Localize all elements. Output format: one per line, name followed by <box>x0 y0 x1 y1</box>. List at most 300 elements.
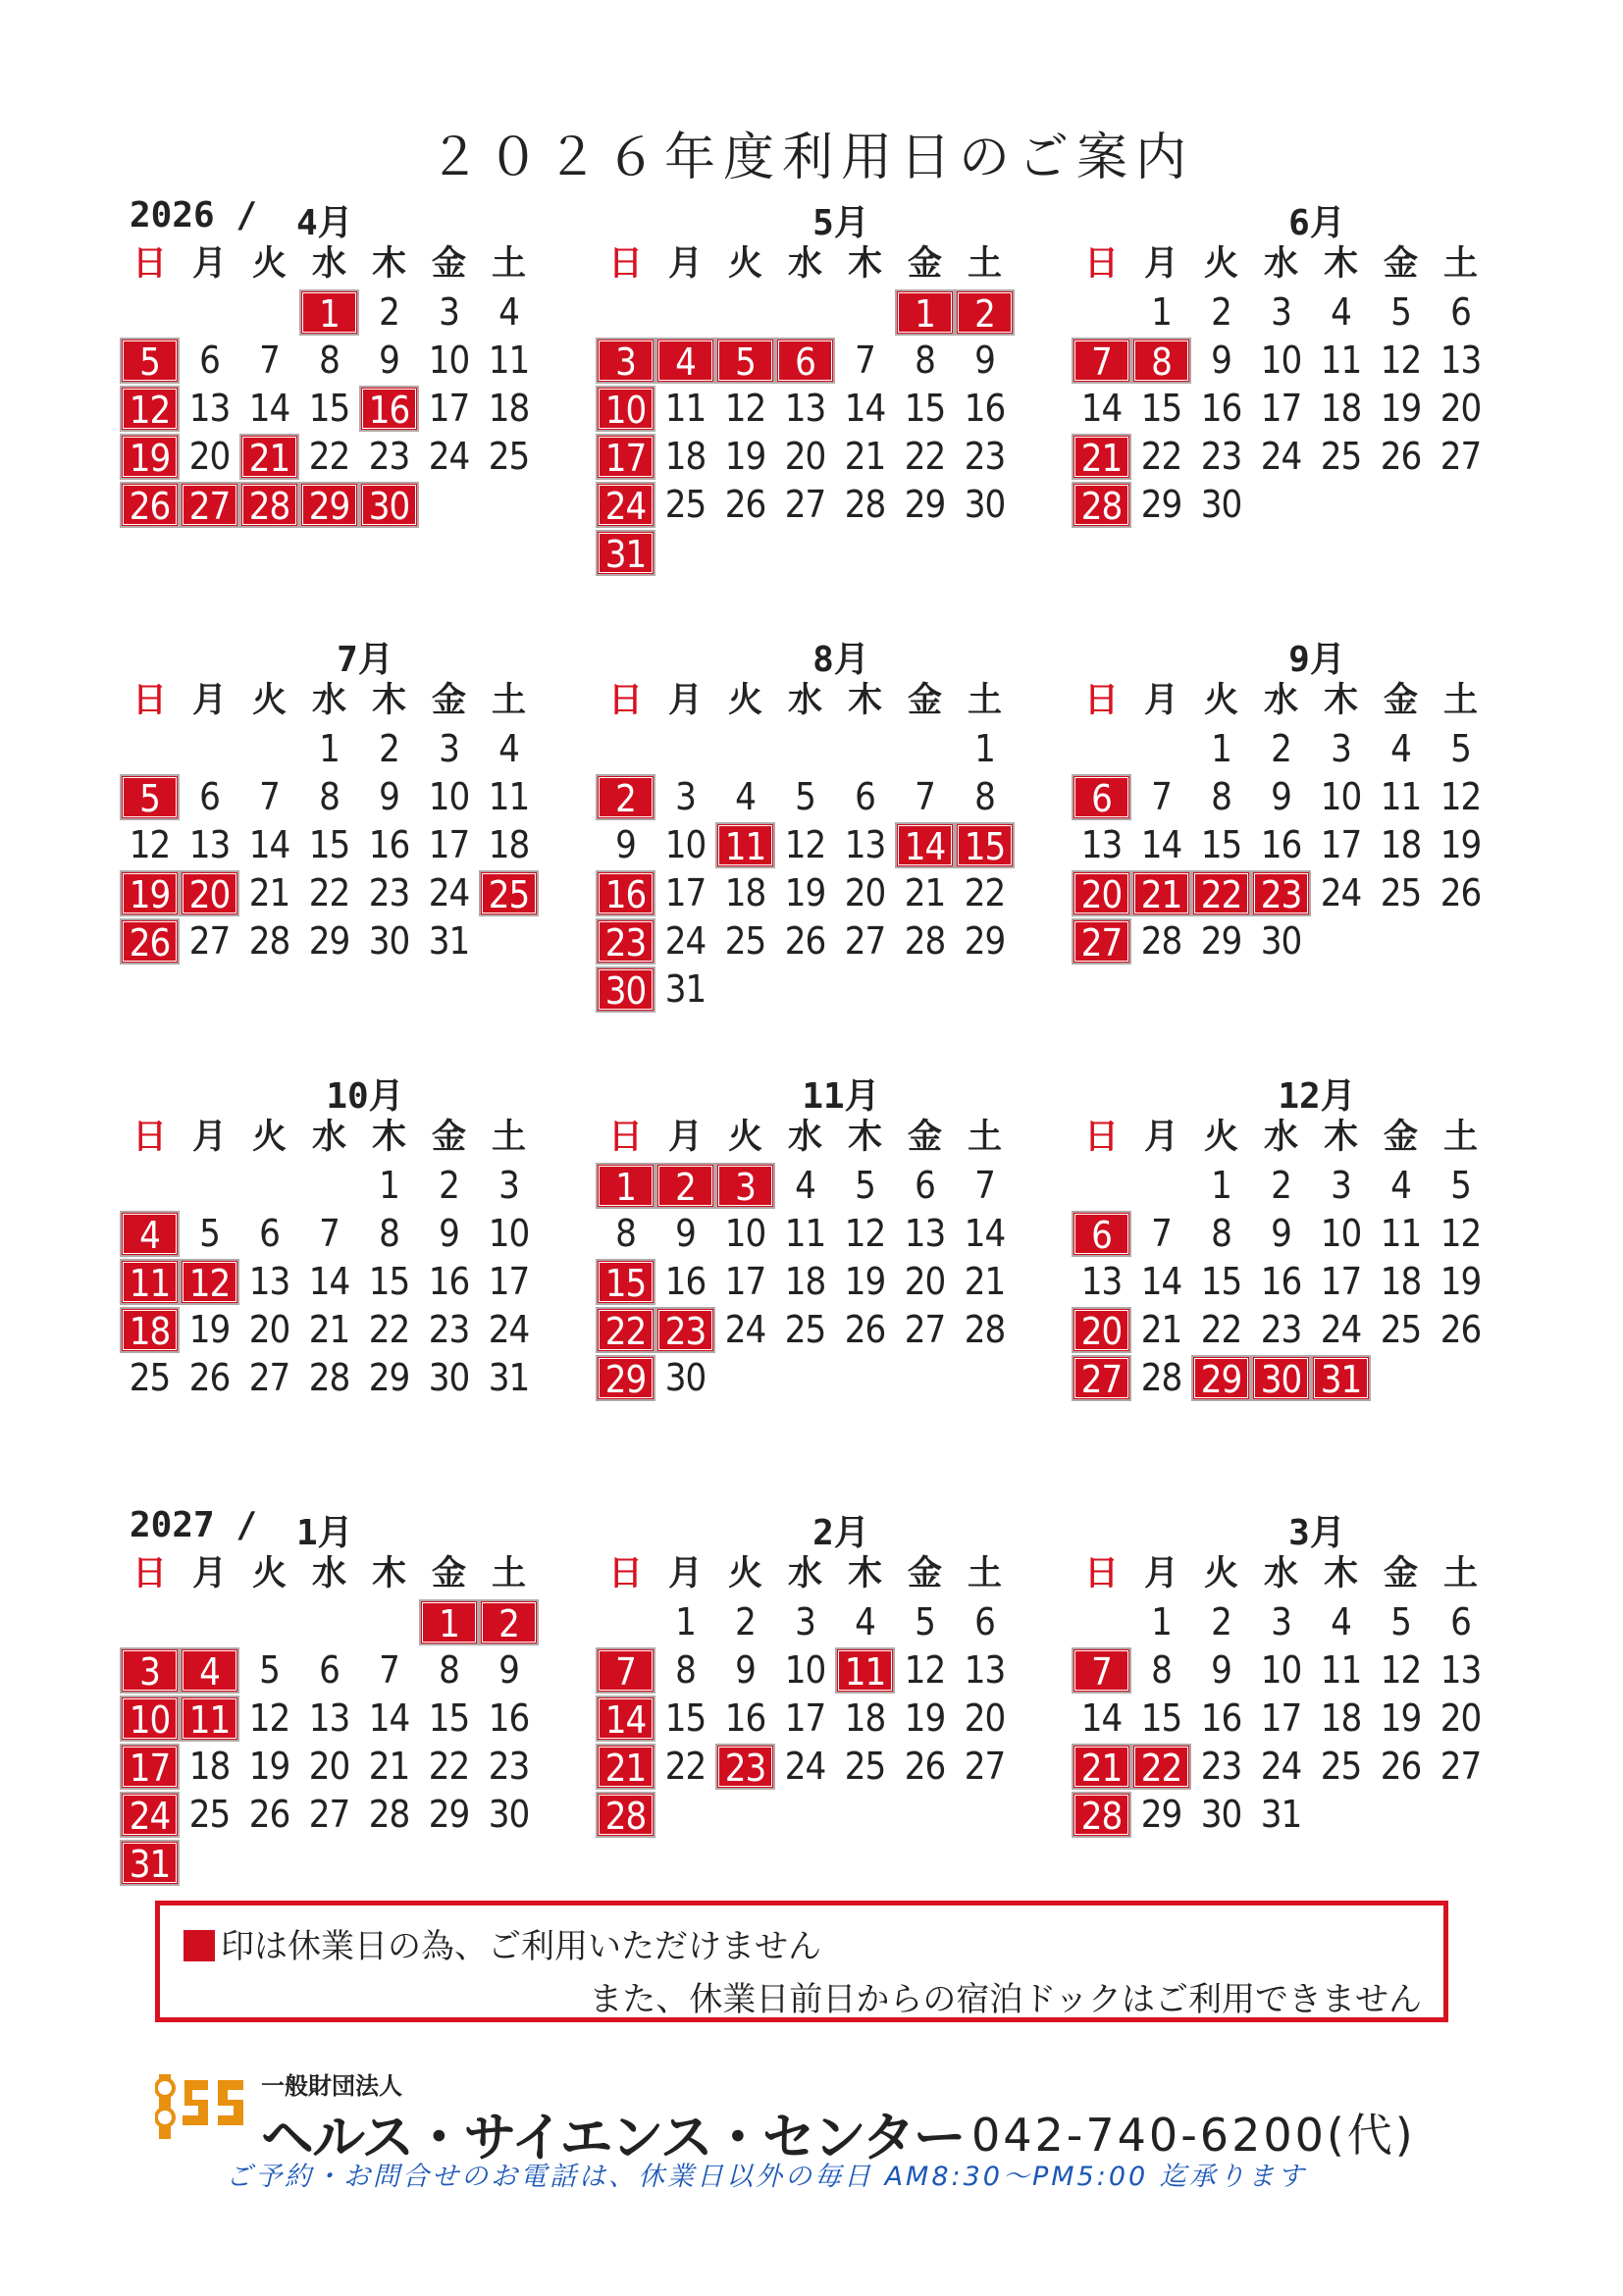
day-cell: 5 <box>1450 727 1471 770</box>
weekday-header: 土 <box>1442 1118 1478 1157</box>
day-cell: 23 <box>428 1308 470 1351</box>
day-cell: 22 <box>1200 1308 1242 1351</box>
closed-day: 23 <box>715 1744 775 1790</box>
day-cell: 11 <box>1320 339 1362 382</box>
day-cell: 16 <box>1200 1696 1242 1740</box>
closed-day: 29 <box>299 482 359 528</box>
weekday-header: 土 <box>967 1554 1002 1593</box>
closed-day: 11 <box>120 1259 180 1305</box>
day-cell: 23 <box>368 435 410 478</box>
day-cell: 8 <box>974 775 995 818</box>
day-cell: 28 <box>844 483 886 526</box>
day-cell: 10 <box>1260 1648 1302 1692</box>
day-cell: 3 <box>1331 727 1351 770</box>
empty-cell <box>239 288 299 337</box>
day-cell: 28 <box>248 919 290 963</box>
day-cell: 14 <box>248 823 290 866</box>
day-cell: 4 <box>795 1164 815 1207</box>
weekday-header: 日 <box>1083 1118 1119 1157</box>
day-cell: 16 <box>1260 823 1302 866</box>
day-cell: 29 <box>308 919 350 963</box>
weekday-header: 木 <box>1323 1118 1358 1157</box>
day-cell: 7 <box>1151 775 1172 818</box>
day-cell: 7 <box>1151 1212 1172 1255</box>
closed-day: 3 <box>596 338 655 384</box>
closed-day: 10 <box>120 1696 180 1742</box>
empty-cell <box>1072 1162 1131 1210</box>
empty-cell <box>835 288 895 337</box>
day-cell: 15 <box>664 1696 707 1740</box>
day-cell: 9 <box>675 1212 696 1255</box>
empty-cell <box>715 288 775 337</box>
day-cell: 12 <box>1440 775 1482 818</box>
day-cell: 8 <box>319 775 340 818</box>
month-header <box>596 1501 1018 1553</box>
day-cell: 4 <box>735 775 756 818</box>
day-cell: 3 <box>439 727 459 770</box>
day-cell: 17 <box>428 387 470 430</box>
closed-day: 4 <box>655 338 715 384</box>
day-cell: 7 <box>319 1212 340 1255</box>
day-cell: 10 <box>1260 339 1302 382</box>
closed-day: 7 <box>596 1647 655 1694</box>
weekday-header: 木 <box>371 1554 406 1593</box>
day-cell: 13 <box>844 823 886 866</box>
closed-day: 26 <box>120 482 180 528</box>
day-grid <box>120 1114 539 1402</box>
day-cell: 20 <box>308 1745 350 1788</box>
day-cell: 29 <box>1140 1793 1182 1836</box>
closed-day: 29 <box>1191 1355 1251 1401</box>
closed-day: 15 <box>955 822 1015 868</box>
day-cell: 26 <box>1380 1745 1422 1788</box>
day-cell: 5 <box>795 775 815 818</box>
month-header <box>1072 1501 1493 1553</box>
day-cell: 23 <box>368 871 410 914</box>
day-cell: 27 <box>904 1308 946 1351</box>
closed-day: 7 <box>1072 1647 1131 1694</box>
empty-cell <box>1072 1598 1131 1646</box>
day-cell: 1 <box>1211 727 1231 770</box>
day-cell: 7 <box>855 339 875 382</box>
day-cell: 28 <box>964 1308 1006 1351</box>
empty-cell <box>180 1598 239 1646</box>
day-cell: 25 <box>1320 435 1362 478</box>
closed-day: 6 <box>775 338 835 384</box>
day-cell: 25 <box>1380 871 1422 914</box>
day-cell: 15 <box>1200 1260 1242 1303</box>
weekday-header: 土 <box>491 1554 526 1593</box>
closed-day: 21 <box>596 1744 655 1790</box>
day-cell: 11 <box>1380 1212 1422 1255</box>
day-cell: 9 <box>379 775 399 818</box>
day-cell: 27 <box>1440 435 1482 478</box>
day-cell: 29 <box>428 1793 470 1836</box>
day-cell: 24 <box>1260 435 1302 478</box>
closed-day: 28 <box>596 1792 655 1838</box>
day-cell: 12 <box>1440 1212 1482 1255</box>
day-cell: 7 <box>974 1164 995 1207</box>
day-cell: 27 <box>248 1356 290 1399</box>
day-cell: 14 <box>844 387 886 430</box>
closed-day: 22 <box>596 1307 655 1353</box>
day-cell: 25 <box>1380 1308 1422 1351</box>
weekday-header: 水 <box>787 244 822 284</box>
empty-cell <box>655 288 715 337</box>
weekday-header: 木 <box>847 1554 882 1593</box>
day-cell: 8 <box>379 1212 399 1255</box>
month-calendar <box>596 628 1018 1040</box>
closed-day: 28 <box>1072 1792 1131 1838</box>
day-cell: 6 <box>915 1164 935 1207</box>
day-cell: 25 <box>724 919 766 963</box>
weekday-header: 水 <box>787 681 822 720</box>
day-cell: 26 <box>1440 1308 1482 1351</box>
day-cell: 16 <box>368 823 410 866</box>
empty-cell <box>835 725 895 773</box>
month-label: 10月 <box>326 1076 404 1117</box>
empty-cell <box>239 1598 299 1646</box>
day-cell: 21 <box>248 871 290 914</box>
day-cell: 9 <box>498 1648 519 1692</box>
day-cell: 18 <box>724 871 766 914</box>
day-cell: 13 <box>188 823 231 866</box>
day-cell: 24 <box>784 1745 826 1788</box>
day-cell: 1 <box>1151 290 1172 334</box>
month-label: 2月 <box>812 1513 869 1553</box>
weekday-header: 月 <box>667 244 703 284</box>
weekday-header: 日 <box>131 681 167 720</box>
day-cell: 9 <box>615 823 636 866</box>
day-cell: 15 <box>1140 387 1182 430</box>
day-cell: 18 <box>664 435 707 478</box>
closed-day: 22 <box>1131 1744 1191 1790</box>
day-cell: 11 <box>488 339 530 382</box>
weekday-header: 土 <box>1442 681 1478 720</box>
weekday-header: 土 <box>967 244 1002 284</box>
day-cell: 21 <box>904 871 946 914</box>
day-cell: 5 <box>915 1600 935 1644</box>
day-cell: 25 <box>129 1356 171 1399</box>
empty-cell <box>895 725 955 773</box>
weekday-header: 火 <box>727 244 762 284</box>
day-cell: 13 <box>1080 823 1123 866</box>
day-grid <box>596 1550 1015 1839</box>
day-cell: 26 <box>248 1793 290 1836</box>
day-cell: 31 <box>428 919 470 963</box>
day-cell: 6 <box>199 775 220 818</box>
day-cell: 9 <box>1271 775 1291 818</box>
legend-text-1: 印は休業日の為、ご利用いただけません <box>221 1927 821 1966</box>
weekday-header: 水 <box>1263 1118 1298 1157</box>
closed-day: 8 <box>1131 338 1191 384</box>
closed-day: 2 <box>596 774 655 820</box>
day-cell: 30 <box>1260 919 1302 963</box>
closed-day: 28 <box>239 482 299 528</box>
day-cell: 5 <box>1450 1164 1471 1207</box>
day-cell: 10 <box>1320 775 1362 818</box>
day-cell: 10 <box>1320 1212 1362 1255</box>
day-cell: 6 <box>319 1648 340 1692</box>
weekday-header: 火 <box>1203 681 1238 720</box>
month-header <box>120 191 542 243</box>
weekday-header: 月 <box>667 1554 703 1593</box>
empty-cell <box>359 1598 419 1646</box>
day-cell: 29 <box>964 919 1006 963</box>
closed-day: 6 <box>1072 1211 1131 1257</box>
closed-day: 16 <box>359 386 419 432</box>
day-cell: 12 <box>844 1212 886 1255</box>
empty-cell <box>596 725 655 773</box>
day-cell: 17 <box>1320 1260 1362 1303</box>
weekday-header: 金 <box>907 1118 942 1157</box>
closed-day: 11 <box>835 1647 895 1694</box>
day-cell: 23 <box>488 1745 530 1788</box>
day-cell: 26 <box>188 1356 231 1399</box>
year-label: 2026 / <box>130 195 258 235</box>
day-cell: 19 <box>724 435 766 478</box>
day-cell: 19 <box>1380 1696 1422 1740</box>
closed-day: 23 <box>655 1307 715 1353</box>
day-grid <box>120 240 539 529</box>
day-cell: 28 <box>308 1356 350 1399</box>
day-cell: 9 <box>1211 1648 1231 1692</box>
day-cell: 1 <box>675 1600 696 1644</box>
empty-cell <box>655 725 715 773</box>
day-grid <box>596 240 1015 577</box>
day-cell: 8 <box>675 1648 696 1692</box>
day-cell: 12 <box>1380 339 1422 382</box>
day-cell: 13 <box>964 1648 1006 1692</box>
day-cell: 23 <box>1200 435 1242 478</box>
closed-day: 30 <box>596 966 655 1013</box>
closed-day: 2 <box>479 1599 539 1645</box>
weekday-header: 金 <box>431 1118 466 1157</box>
empty-cell <box>120 725 180 773</box>
month-calendar <box>120 628 542 1040</box>
day-cell: 2 <box>1271 1164 1291 1207</box>
day-cell: 1 <box>1151 1600 1172 1644</box>
empty-cell <box>1072 725 1131 773</box>
weekday-header: 火 <box>727 1554 762 1593</box>
weekday-header: 月 <box>667 681 703 720</box>
year-label: 2027 / <box>130 1505 258 1545</box>
closed-day: 16 <box>596 870 655 916</box>
weekday-header: 火 <box>727 681 762 720</box>
weekday-header: 土 <box>491 244 526 284</box>
closed-day: 4 <box>120 1211 180 1257</box>
day-cell: 30 <box>488 1793 530 1836</box>
day-cell: 14 <box>368 1696 410 1740</box>
day-cell: 22 <box>428 1745 470 1788</box>
weekday-header: 水 <box>311 1554 346 1593</box>
day-cell: 17 <box>1260 1696 1302 1740</box>
month-header <box>1072 1065 1493 1117</box>
day-cell: 6 <box>259 1212 280 1255</box>
closed-day: 17 <box>596 434 655 480</box>
day-cell: 22 <box>904 435 946 478</box>
day-grid <box>120 677 539 965</box>
closed-day: 2 <box>655 1163 715 1209</box>
day-cell: 19 <box>844 1260 886 1303</box>
day-cell: 16 <box>964 387 1006 430</box>
weekday-header: 日 <box>607 244 643 284</box>
day-cell: 19 <box>1440 1260 1482 1303</box>
closed-day: 17 <box>120 1744 180 1790</box>
day-cell: 28 <box>1140 1356 1182 1399</box>
day-cell: 25 <box>1320 1745 1362 1788</box>
weekday-header: 水 <box>311 681 346 720</box>
weekday-header: 木 <box>371 1118 406 1157</box>
month-label: 4月 <box>296 203 353 243</box>
day-cell: 24 <box>1320 871 1362 914</box>
weekday-header: 日 <box>131 244 167 284</box>
day-cell: 4 <box>498 727 519 770</box>
day-cell: 22 <box>964 871 1006 914</box>
day-cell: 18 <box>1320 387 1362 430</box>
weekday-header: 火 <box>251 244 287 284</box>
weekday-header: 日 <box>1083 244 1119 284</box>
day-cell: 22 <box>1140 435 1182 478</box>
weekday-header: 月 <box>667 1118 703 1157</box>
day-cell: 17 <box>724 1260 766 1303</box>
closed-day: 23 <box>596 918 655 965</box>
day-cell: 12 <box>904 1648 946 1692</box>
weekday-header: 金 <box>1383 244 1418 284</box>
day-cell: 15 <box>1140 1696 1182 1740</box>
weekday-header: 木 <box>371 244 406 284</box>
day-cell: 5 <box>259 1648 280 1692</box>
day-cell: 16 <box>1200 387 1242 430</box>
day-grid <box>1072 1550 1491 1839</box>
day-cell: 23 <box>964 435 1006 478</box>
month-calendar <box>1072 1065 1493 1477</box>
day-cell: 23 <box>1200 1745 1242 1788</box>
day-cell: 24 <box>428 871 470 914</box>
day-cell: 14 <box>1080 387 1123 430</box>
day-cell: 27 <box>844 919 886 963</box>
day-cell: 3 <box>1271 290 1291 334</box>
day-cell: 8 <box>1211 775 1231 818</box>
empty-cell <box>299 1598 359 1646</box>
closed-day: 1 <box>299 289 359 336</box>
weekday-header: 土 <box>967 681 1002 720</box>
day-cell: 20 <box>1440 1696 1482 1740</box>
day-cell: 2 <box>439 1164 459 1207</box>
day-cell: 10 <box>664 823 707 866</box>
day-cell: 8 <box>1211 1212 1231 1255</box>
day-cell: 28 <box>904 919 946 963</box>
empty-cell <box>1131 1162 1191 1210</box>
closed-day: 12 <box>120 386 180 432</box>
day-cell: 15 <box>308 823 350 866</box>
day-cell: 16 <box>488 1696 530 1740</box>
day-cell: 25 <box>188 1793 231 1836</box>
closed-day: 14 <box>895 822 955 868</box>
closed-day: 19 <box>120 870 180 916</box>
weekday-header: 木 <box>371 681 406 720</box>
empty-cell <box>180 725 239 773</box>
day-cell: 1 <box>319 727 340 770</box>
day-cell: 28 <box>368 1793 410 1836</box>
day-cell: 6 <box>1450 1600 1471 1644</box>
day-cell: 30 <box>964 483 1006 526</box>
weekday-header: 日 <box>607 681 643 720</box>
weekday-header: 水 <box>787 1554 822 1593</box>
day-cell: 2 <box>735 1600 756 1644</box>
month-calendar <box>1072 628 1493 1040</box>
weekday-header: 水 <box>787 1118 822 1157</box>
day-cell: 15 <box>368 1260 410 1303</box>
weekday-header: 水 <box>311 244 346 284</box>
day-cell: 13 <box>784 387 826 430</box>
day-cell: 9 <box>439 1212 459 1255</box>
day-cell: 8 <box>1151 1648 1172 1692</box>
closed-day: 1 <box>419 1599 479 1645</box>
day-cell: 25 <box>784 1308 826 1351</box>
day-cell: 24 <box>1320 1308 1362 1351</box>
day-cell: 20 <box>248 1308 290 1351</box>
day-cell: 20 <box>784 435 826 478</box>
day-cell: 14 <box>1080 1696 1123 1740</box>
day-cell: 16 <box>664 1260 707 1303</box>
day-cell: 29 <box>904 483 946 526</box>
weekday-header: 月 <box>1143 1554 1178 1593</box>
day-grid <box>1072 677 1491 965</box>
closed-day: 26 <box>120 918 180 965</box>
day-cell: 23 <box>1260 1308 1302 1351</box>
day-cell: 15 <box>308 387 350 430</box>
empty-cell <box>299 1162 359 1210</box>
closed-day: 25 <box>479 870 539 916</box>
closed-day: 1 <box>596 1163 655 1209</box>
legend-line-2: また、休業日前日からの宿泊ドックはご利用できません <box>589 1980 1422 2019</box>
closed-day: 1 <box>895 289 955 336</box>
day-cell: 7 <box>379 1648 399 1692</box>
day-cell: 5 <box>1390 1600 1411 1644</box>
day-grid <box>1072 240 1491 529</box>
day-cell: 9 <box>1271 1212 1291 1255</box>
day-cell: 2 <box>1271 727 1291 770</box>
day-cell: 8 <box>439 1648 459 1692</box>
day-cell: 20 <box>1440 387 1482 430</box>
day-cell: 3 <box>795 1600 815 1644</box>
day-cell: 13 <box>1440 1648 1482 1692</box>
day-cell: 21 <box>368 1745 410 1788</box>
day-cell: 28 <box>1140 919 1182 963</box>
month-label: 1月 <box>296 1513 353 1553</box>
day-cell: 7 <box>259 339 280 382</box>
closed-day: 24 <box>596 482 655 528</box>
legend-box <box>155 1901 1448 2022</box>
day-cell: 30 <box>664 1356 707 1399</box>
day-cell: 20 <box>188 435 231 478</box>
closed-day: 5 <box>715 338 775 384</box>
day-cell: 13 <box>308 1696 350 1740</box>
day-grid <box>1072 1114 1491 1402</box>
day-cell: 18 <box>1320 1696 1362 1740</box>
weekday-header: 月 <box>1143 244 1178 284</box>
day-cell: 31 <box>664 967 707 1011</box>
empty-cell <box>596 1598 655 1646</box>
closed-day: 5 <box>120 774 180 820</box>
day-cell: 30 <box>428 1356 470 1399</box>
weekday-header: 月 <box>1143 1118 1178 1157</box>
day-cell: 1 <box>1211 1164 1231 1207</box>
day-cell: 27 <box>188 919 231 963</box>
month-calendar <box>120 1501 542 1913</box>
day-cell: 25 <box>488 435 530 478</box>
